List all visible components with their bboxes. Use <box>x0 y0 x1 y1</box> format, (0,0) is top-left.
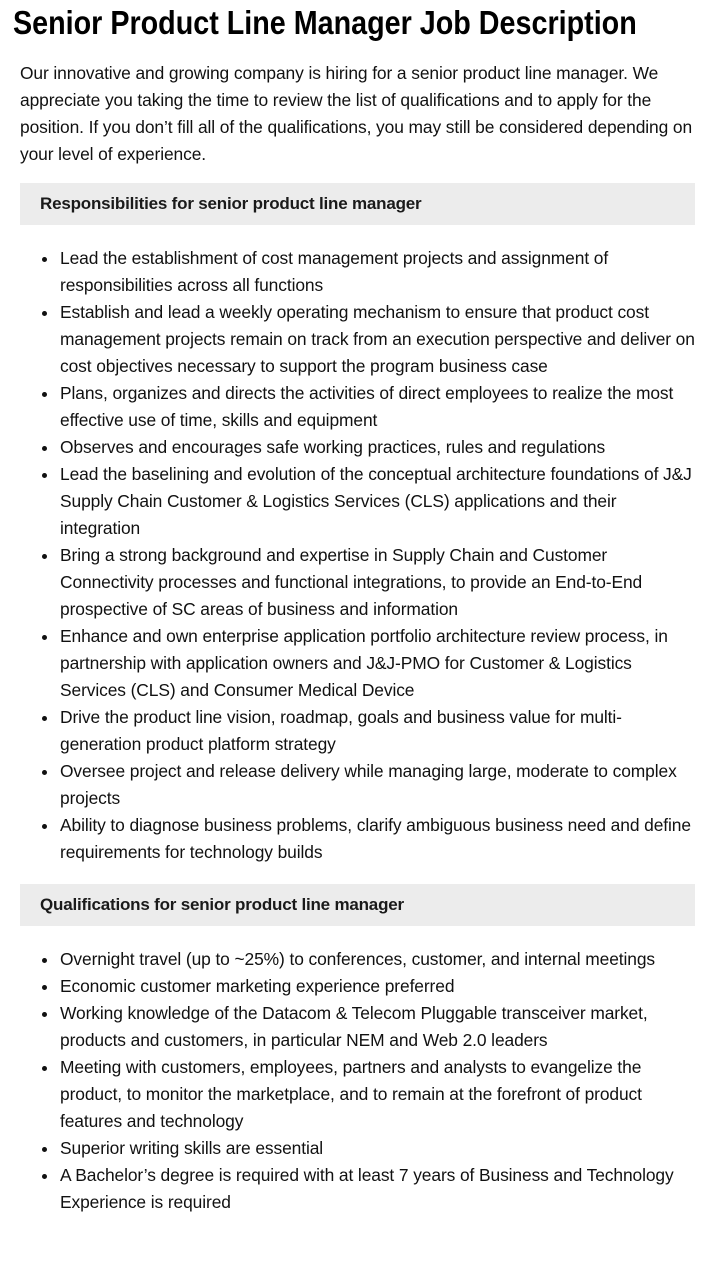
intro-paragraph: Our innovative and growing company is hiring for a senior product line manager. We appreciate you taking the time to review the list of qualifications and to apply for the position. If you don’t fill all of the qualifications, you may still be considered depending on your level of experience. <box>20 63 693 164</box>
list-item: Observes and encourages safe working practices, rules and regulations <box>60 434 695 461</box>
list-item: Establish and lead a weekly operating mechanism to ensure that product cost management projects remain on track from an execution perspective and deliver on cost objectives necessary to support the program business case <box>60 299 695 380</box>
list-item: Oversee project and release delivery while managing large, moderate to complex projects <box>60 758 695 812</box>
list-item: Drive the product line vision, roadmap, goals and business value for multi-generation product platform strategy <box>60 704 695 758</box>
qualifications-list <box>20 946 695 1216</box>
responsibilities-list <box>20 245 695 866</box>
list-item: Economic customer marketing experience preferred <box>60 973 695 1000</box>
list-item: Overnight travel (up to ~25%) to conferences, customer, and internal meetings <box>60 946 695 973</box>
list-item: Meeting with customers, employees, partners and analysts to evangelize the product, to monitor the marketplace, and to remain at the forefront of product features and technology <box>60 1054 695 1135</box>
qualifications-section <box>20 884 695 1216</box>
responsibilities-heading: Responsibilities for senior product line manager <box>20 183 695 225</box>
list-item: Lead the baselining and evolution of the conceptual architecture foundations of J&J Supply Chain Customer & Logistics Services (CLS) applications and their integration <box>60 461 695 542</box>
list-item: Working knowledge of the Datacom & Telecom Pluggable transceiver market, products and customers, in particular NEM and Web 2.0 leaders <box>60 1000 695 1054</box>
page-title: Senior Product Line Manager Job Description <box>13 4 637 41</box>
list-item: Ability to diagnose business problems, clarify ambiguous business need and define requirements for technology builds <box>60 812 695 866</box>
list-item: Lead the establishment of cost management projects and assignment of responsibilities across all functions <box>60 245 695 299</box>
list-item: A Bachelor’s degree is required with at least 7 years of Business and Technology Experience is required <box>60 1162 695 1216</box>
list-item: Superior writing skills are essential <box>60 1135 695 1162</box>
responsibilities-section <box>20 183 695 866</box>
list-item: Plans, organizes and directs the activities of direct employees to realize the most effective use of time, skills and equipment <box>60 380 695 434</box>
list-item: Enhance and own enterprise application portfolio architecture review process, in partnership with application owners and J&J-PMO for Customer & Logistics Services (CLS) and Consumer Medical Device <box>60 623 695 704</box>
qualifications-heading: Qualifications for senior product line manager <box>20 884 695 926</box>
list-item: Bring a strong background and expertise in Supply Chain and Customer Connectivity processes and functional integrations, to provide an End-to-End prospective of SC areas of business and information <box>60 542 695 623</box>
